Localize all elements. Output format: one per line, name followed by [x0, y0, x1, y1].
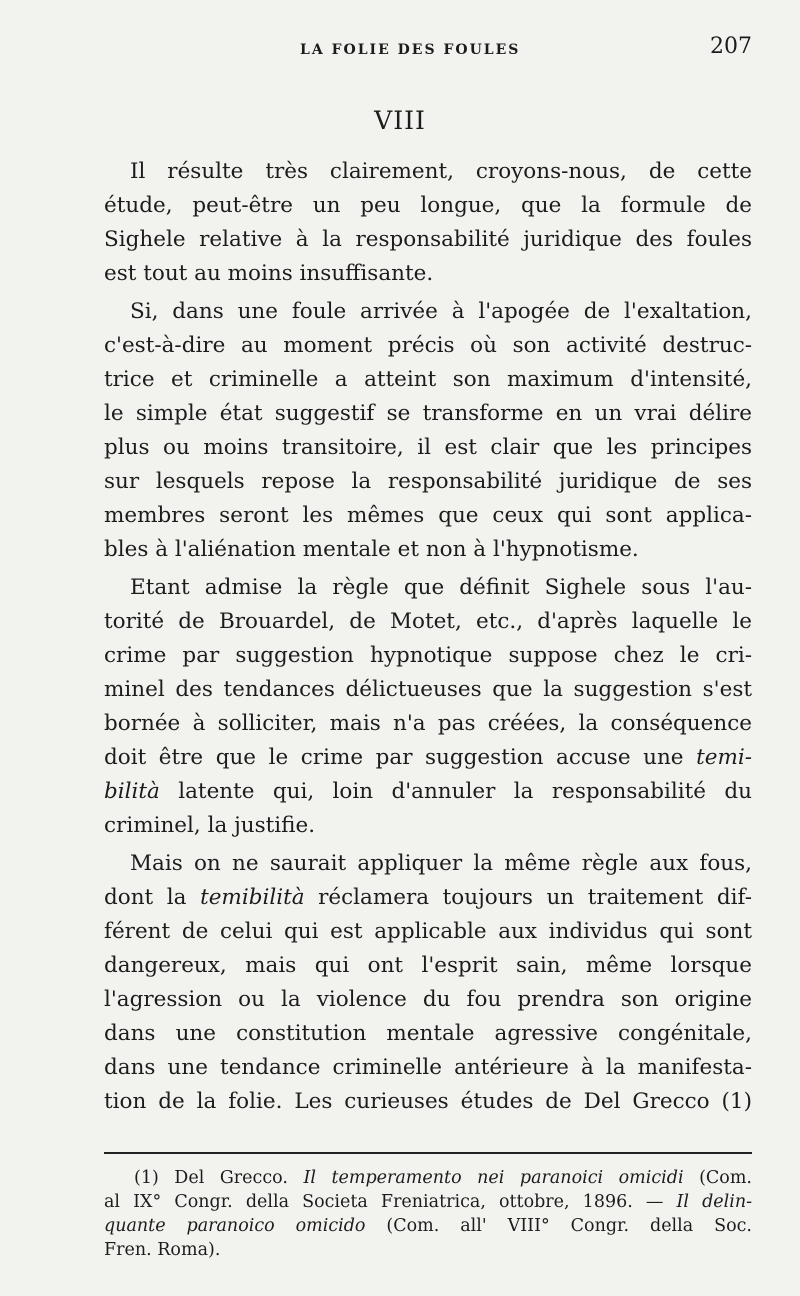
text-line: trice et criminelle a atteint son maximum d'intensité, [104, 367, 752, 392]
text-line: membres seront les mêmes que ceux qui sont applica- [104, 503, 752, 528]
text-line: crime par suggestion hypnotique suppose chez le cri- [104, 643, 752, 668]
text-fragment: al IX° Congr. della Societa Freniatrica, ottobre, 1896. — [104, 1192, 677, 1212]
italic-title: Il temperamento nei paranoici omicidi [303, 1168, 684, 1188]
italic-term: temibilità [200, 885, 305, 910]
footnote-rule [104, 1152, 752, 1154]
footnote-line [104, 1166, 752, 1190]
page-number: 207 [710, 34, 752, 59]
text-line [104, 775, 752, 809]
footnote [104, 1166, 752, 1262]
text-fragment: doit être que le crime par suggestion accuse une [104, 745, 697, 770]
text-fragment: réclamera toujours un traitement dif- [304, 885, 752, 910]
text-line: l'agression ou la violence du fou prendra son origine [104, 987, 752, 1012]
text-line: est tout au moins insuffisante. [104, 261, 434, 286]
section-heading: VIII [374, 106, 426, 135]
body-text [104, 155, 752, 1119]
text-line: étude, peut-être un peu longue, que la formule de [104, 193, 752, 218]
italic-term: temi- [696, 745, 752, 770]
text-line [104, 741, 752, 775]
footnote-line: Fren. Roma). [104, 1240, 221, 1260]
text-line: bornée à solliciter, mais n'a pas créées, la conséquence [104, 711, 752, 736]
text-line: Sighele relative à la responsabilité juridique des foules [104, 227, 752, 252]
italic-term: bilità [104, 779, 160, 804]
text-line: bles à l'aliénation mentale et non à l'hypnotisme. [104, 537, 639, 562]
text-line: Etant admise la règle que définit Sighele sous l'au- [130, 575, 752, 600]
text-line: Il résulte très clairement, croyons-nous, de cette [130, 159, 752, 184]
footnote-line [104, 1214, 752, 1238]
text-line: dans une tendance criminelle antérieure à la manifesta- [104, 1055, 752, 1080]
text-line: c'est-à-dire au moment précis où son activité destruc- [104, 333, 752, 358]
footnote-line [104, 1190, 752, 1214]
text-line: Si, dans une foule arrivée à l'apogée de l'exaltation, [130, 299, 752, 324]
text-fragment: latente qui, loin d'annuler la responsabilité du [159, 779, 752, 804]
text-line: dans une constitution mentale agressive congénitale, [104, 1021, 752, 1046]
text-line: tion de la folie. Les curieuses études de Del Grecco (1) [104, 1089, 752, 1114]
text-line: sur lesquels repose la responsabilité juridique de ses [104, 469, 752, 494]
text-line: dangereux, mais qui ont l'esprit sain, même lorsque [104, 953, 752, 978]
text-line: le simple état suggestif se transforme en un vrai délire [104, 401, 752, 426]
text-line: Mais on ne saurait appliquer la même règle aux fous, [130, 851, 752, 876]
text-line: férent de celui qui est applicable aux individus qui sont [104, 919, 752, 944]
italic-title: quante paranoico omicido [104, 1216, 366, 1236]
page-header [104, 34, 752, 66]
text-fragment: (Com. all' VIII° Congr. della Soc. [365, 1216, 752, 1236]
text-fragment: dont la [104, 885, 201, 910]
text-line: plus ou moins transitoire, il est clair que les principes [104, 435, 752, 460]
text-line [104, 881, 752, 915]
italic-title: Il delin- [676, 1192, 753, 1212]
text-fragment: (1) Del Grecco. [134, 1168, 304, 1188]
text-line: torité de Brouardel, de Motet, etc., d'après laquelle le [104, 609, 752, 634]
text-fragment: (Com. [683, 1168, 752, 1188]
text-line: minel des tendances délictueuses que la suggestion s'est [104, 677, 752, 702]
running-title: LA FOLIE DES FOULES [300, 42, 521, 58]
text-line: criminel, la justifie. [104, 813, 316, 838]
